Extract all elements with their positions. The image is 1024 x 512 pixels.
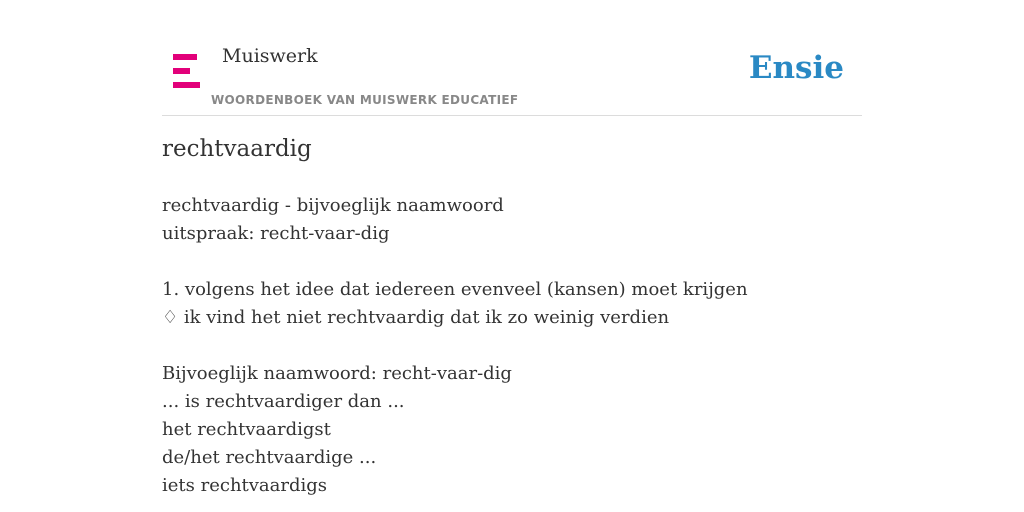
- muiswerk-logo-icon[interactable]: [173, 54, 200, 88]
- entry-line-example: ♢ ik vind het niet rechtvaardig dat ik zo weinig verdien: [162, 307, 670, 328]
- entry-line-pronunciation: uitspraak: recht-vaar-dig: [162, 223, 390, 244]
- entry-title: rechtvaardig: [162, 136, 312, 162]
- main-container: [162, 0, 862, 496]
- entry-line-partitive: iets rechtvaardigs: [162, 475, 328, 496]
- logo-bar-bottom: [173, 82, 200, 88]
- header: [162, 0, 862, 116]
- brand-subtitle: WOORDENBOEK VAN MUISWERK EDUCATIEF: [211, 93, 519, 107]
- entry-line-spacer: [162, 248, 748, 276]
- entry-line-spacer: [162, 332, 748, 360]
- entry-line-definition: 1. volgens het idee dat iedereen evenveel (kansen) moet krijgen: [162, 279, 748, 300]
- brand-name[interactable]: Muiswerk: [222, 45, 318, 67]
- entry-line-inflected: de/het rechtvaardige ...: [162, 447, 377, 468]
- entry-line-superlative: het rechtvaardigst: [162, 419, 331, 440]
- entry-line-comparative: ... is rechtvaardiger dan ...: [162, 391, 405, 412]
- entry-content: [162, 192, 748, 500]
- logo-bar-top: [173, 54, 197, 60]
- logo-bar-middle: [173, 68, 190, 74]
- entry-line-word-class: rechtvaardig - bijvoeglijk naamwoord: [162, 195, 504, 216]
- ensie-logo-link[interactable]: Ensie: [748, 50, 844, 86]
- entry-line-inflection-heading: Bijvoeglijk naamwoord: recht-vaar-dig: [162, 363, 512, 384]
